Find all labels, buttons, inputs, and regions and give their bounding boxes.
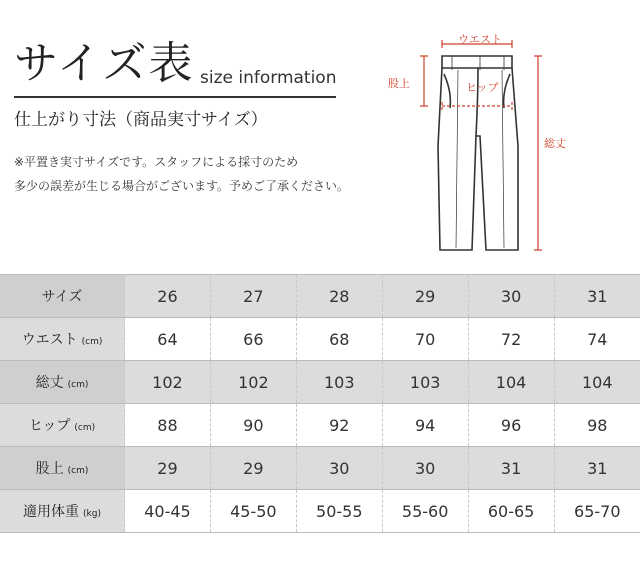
row-label-length: 総丈 (cm) — [0, 361, 125, 404]
table-cell: 74 — [554, 318, 640, 361]
table-cell: 30 — [296, 447, 382, 490]
table-cell: 102 — [210, 361, 296, 404]
size-table — [0, 274, 640, 533]
table-cell: 29 — [125, 447, 211, 490]
section-heading: 仕上がり寸法（商品実寸サイズ） — [14, 110, 268, 130]
pants-illustration-icon — [380, 26, 600, 266]
table-cell: 98 — [554, 404, 640, 447]
table-cell: 92 — [296, 404, 382, 447]
table-cell: 68 — [296, 318, 382, 361]
diagram-label-rise: 股上 — [388, 77, 410, 90]
table-cell: 103 — [382, 361, 468, 404]
size-header-row — [0, 275, 640, 318]
table-cell: 104 — [554, 361, 640, 404]
table-row-weight — [0, 490, 640, 533]
row-label-weight: 適用体重 (kg) — [0, 490, 125, 533]
table-cell: 102 — [125, 361, 211, 404]
table-cell: 45-50 — [210, 490, 296, 533]
title-divider — [14, 96, 336, 98]
row-label-waist: ウエスト (cm) — [0, 318, 125, 361]
diagram-label-hip: ヒップ — [466, 81, 499, 94]
diagram-label-waist: ウエスト — [458, 33, 502, 46]
row-label-size: サイズ — [0, 275, 125, 318]
table-cell: 31 — [554, 447, 640, 490]
table-cell: 70 — [382, 318, 468, 361]
table-cell: 30 — [382, 447, 468, 490]
table-cell: 29 — [210, 447, 296, 490]
table-cell: 103 — [296, 361, 382, 404]
size-cell: 30 — [468, 275, 554, 318]
table-cell: 40-45 — [125, 490, 211, 533]
page-subtitle: size information — [200, 68, 337, 88]
size-cell: 28 — [296, 275, 382, 318]
row-label-hip: ヒップ (cm) — [0, 404, 125, 447]
table-cell: 50-55 — [296, 490, 382, 533]
table-cell: 64 — [125, 318, 211, 361]
table-row-waist — [0, 318, 640, 361]
table-cell: 72 — [468, 318, 554, 361]
page-title: サイズ表 — [14, 38, 195, 89]
table-cell: 94 — [382, 404, 468, 447]
table-cell: 96 — [468, 404, 554, 447]
table-cell: 65-70 — [554, 490, 640, 533]
measurement-note — [14, 150, 349, 198]
table-row-length — [0, 361, 640, 404]
size-cell: 31 — [554, 275, 640, 318]
table-cell: 60-65 — [468, 490, 554, 533]
table-cell: 90 — [210, 404, 296, 447]
note-line-2: 多少の誤差が生じる場合がございます。予めご了承ください。 — [14, 179, 350, 193]
row-label-rise: 股上 (cm) — [0, 447, 125, 490]
table-cell: 88 — [125, 404, 211, 447]
table-row-hip — [0, 404, 640, 447]
size-cell: 29 — [382, 275, 468, 318]
table-cell: 31 — [468, 447, 554, 490]
table-row-rise — [0, 447, 640, 490]
size-cell: 27 — [210, 275, 296, 318]
pants-diagram — [380, 26, 600, 266]
diagram-label-length: 総丈 — [544, 137, 566, 150]
table-cell: 66 — [210, 318, 296, 361]
table-cell: 55-60 — [382, 490, 468, 533]
size-cell: 26 — [125, 275, 211, 318]
table-cell: 104 — [468, 361, 554, 404]
note-line-1: ※平置き実寸サイズです。スタッフによる採寸のため — [14, 155, 299, 169]
